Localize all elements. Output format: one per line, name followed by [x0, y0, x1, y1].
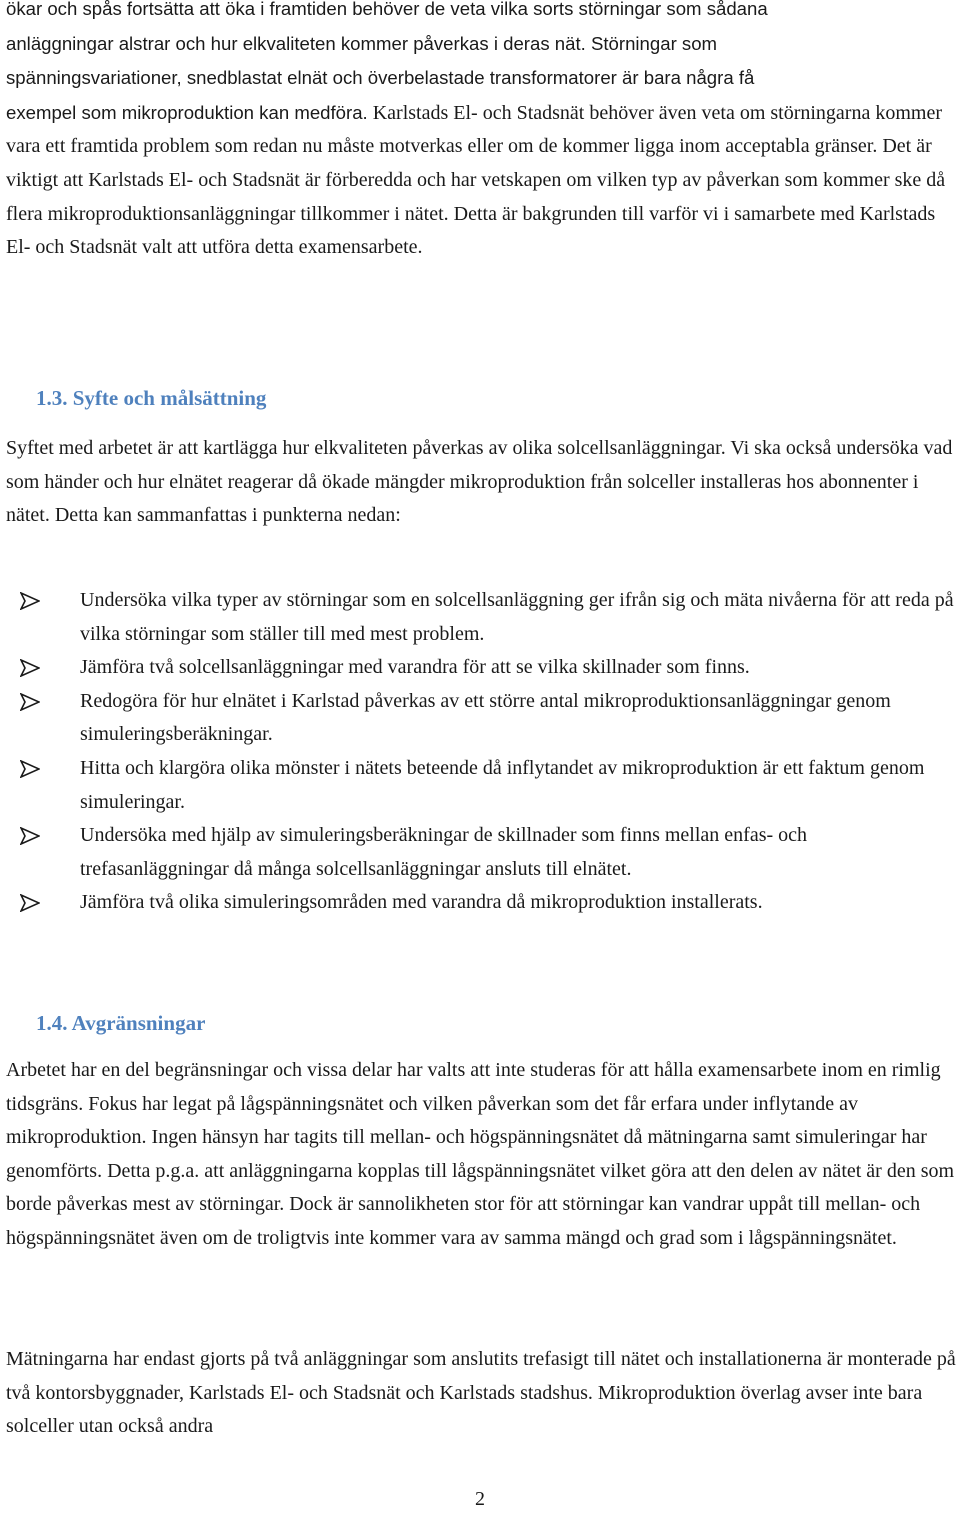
- list-item-text: Jämföra två olika simuleringsområden med varandra då mikroproduktion installerats.: [80, 891, 763, 914]
- goals-list: [6, 584, 958, 920]
- limitations-paragraph-2: Mätningarna har endast gjorts på två anläggningar som anslutits trefasigt till nätet och installationerna är monterade på två kontorsbyggnader, Karlstads El- och Stadsnät och Karlstads stadshus. Mikroproduktion överlag avser inte bara solceller utan också andra: [6, 1348, 956, 1438]
- list-item: [6, 685, 958, 752]
- page-number: 2: [475, 1488, 485, 1510]
- intro-line-3: spänningsvariationer, snedblastat elnät och överbelastade transformatorer är bara några få: [6, 67, 755, 89]
- intro-continuation: Karlstads El- och Stadsnät behöver även veta om störningarna kommer vara ett framtida problem som redan nu måste motverkas eller om de kommer ligga inom acceptabla gränser. Det är viktigt att Karlstads El- och Stadsnät är förberedda och har vetskapen om vilken typ av påverkan som kommer ske då flera mikroproduktionsanläggningar tillkommer i nätet. Detta är bakgrunden till varför vi i samarbete med Karlstads El- och Stadsnät valt att utföra detta examensarbete.: [6, 101, 946, 259]
- list-item: [6, 886, 958, 920]
- intro-line-2: anläggningar alstrar och hur elkvaliteten kommer påverkas i deras nät. Störningar som: [6, 32, 718, 54]
- arrowhead-bullet-icon: [20, 894, 40, 912]
- list-item-text: Jämföra två solcellsanläggningar med varandra för att se vilka skillnader som finns.: [80, 656, 750, 679]
- section-heading-1-4: 1.4. Avgränsningar: [36, 1011, 206, 1035]
- list-item: [6, 752, 958, 819]
- list-item-text: Undersöka med hjälp av simuleringsberäkningar de skillnader som finns mellan enfas- och trefasanläggningar då många solcellsanläggningar ansluts till elnätet.: [80, 824, 808, 880]
- intro-paragraph: [6, 0, 958, 265]
- list-item: [6, 819, 958, 886]
- intro-line-4: exempel som mikroproduktion kan medföra.: [6, 101, 368, 123]
- list-item: [6, 651, 958, 685]
- arrowhead-bullet-icon: [20, 693, 40, 711]
- arrowhead-bullet-icon: [20, 659, 40, 677]
- section-heading-1-3: 1.3. Syfte och målsättning: [36, 386, 267, 410]
- purpose-paragraph: Syftet med arbetet är att kartlägga hur elkvaliteten påverkas av olika solcellsanläggningar. Vi ska också undersöka vad som händer och hur elnätet reagerar då ökade mängder mikroproduktion från solceller installeras hos abonnenter i nätet. Detta kan sammanfattas i punkterna nedan:: [6, 437, 953, 527]
- list-item: [6, 584, 958, 651]
- limitations-paragraph-1: Arbetet har en del begränsningar och vissa delar har valts att inte studeras för att hålla examensarbete inom en rimlig tidsgräns. Fokus har legat på lågspänningsnätet och vilken påverkan som det får erfara under inflytande av mikroproduktion. Ingen hänsyn har tagits till mellan- och högspänningsnätet då mätningarna samt simuleringar har genomförts. Detta p.g.a. att anläggningarna kopplas till lågspänningsnätet vilket göra att den delen av nätet är den som borde påverkas mest av störningar. Dock är sannolikheten stor för att störningar kan vandrar uppåt till mellan- och högspänningsnätet även om de troligtvis inte kommer vara av samma mängd och grad som i lågspänningsnätet.: [6, 1059, 955, 1249]
- intro-line-1: ökar och spås fortsätta att öka i framtiden behöver de veta vilka sorts störningar som sådana: [6, 0, 768, 19]
- arrowhead-bullet-icon: [20, 827, 40, 845]
- arrowhead-bullet-icon: [20, 760, 40, 778]
- arrowhead-bullet-icon: [20, 592, 40, 610]
- list-item-text: Redogöra för hur elnätet i Karlstad påverkas av ett större antal mikroproduktionsanläggningar genom simuleringsberäkningar.: [80, 689, 891, 746]
- list-item-text: Undersöka vilka typer av störningar som en solcellsanläggning ger ifrån sig och mäta nivåerna för att reda på vilka störningar som ställer till med mest problem.: [80, 589, 954, 645]
- list-item-text: Hitta och klargöra olika mönster i nätets beteende då inflytandet av mikroproduktion är ett faktum genom simuleringar.: [80, 756, 925, 813]
